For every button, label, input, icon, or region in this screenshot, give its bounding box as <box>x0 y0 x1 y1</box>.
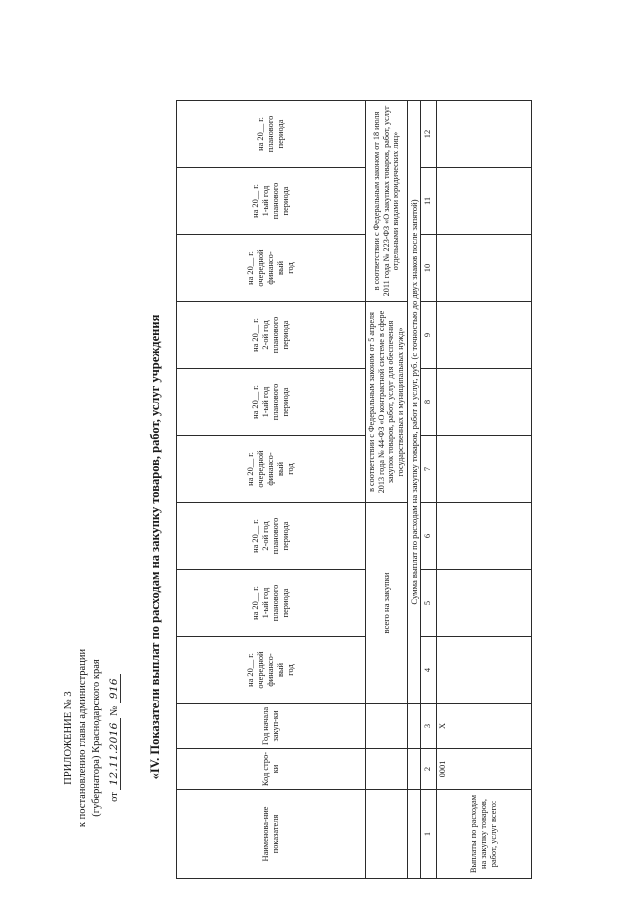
table-header-row <box>177 101 366 879</box>
header-cell-total-3: на 20__ г. 2-ой год планового периода <box>177 503 366 570</box>
table-row <box>436 101 531 879</box>
number-value: 916 <box>108 674 121 703</box>
table-sum-caption-row <box>407 101 420 879</box>
sum-blank-name <box>407 790 420 879</box>
header-cell-fz44-3: на 20__ г. 2-ой год планового периода <box>177 302 366 369</box>
colnum-2: 2 <box>420 749 436 790</box>
row-value-9 <box>436 302 531 369</box>
colnum-12: 12 <box>420 101 436 168</box>
row-value-4 <box>436 637 531 704</box>
row-value-7 <box>436 436 531 503</box>
header-line-3: (губернатора) Краснодарского края <box>91 659 103 817</box>
colnum-1: 1 <box>420 790 436 879</box>
colnum-6: 6 <box>420 503 436 570</box>
row-value-10 <box>436 235 531 302</box>
sum-blank-year <box>407 704 420 749</box>
colnum-11: 11 <box>420 168 436 235</box>
colnum-7: 7 <box>420 436 436 503</box>
row-value-8 <box>436 369 531 436</box>
row-code: 0001 <box>436 749 531 790</box>
row-value-6 <box>436 503 531 570</box>
row-name: Выплаты по расходам на закупку товаров, работ, услуг всего: <box>436 790 531 879</box>
sum-group-caption: Сумма выплат по расходам на закупку товаров, работ и услуг, руб. (с точностью до двух знаков после запятой) <box>407 101 420 704</box>
colnum-3: 3 <box>420 704 436 749</box>
page-title: «IV. Показатели выплат по расходам на закупку товаров, работ, услуг учреждения <box>148 314 162 780</box>
header-cell-total-1: на 20__ г. очередной финансо- вый год <box>177 637 366 704</box>
group-fz44: в соответствии с Федеральным законом от 5 апреля 2013 года № 44-ФЗ «О контрактной системе в сфере закупок товаров, работ, услуг для обеспечения государственных и муниципальных нужд» <box>366 302 408 503</box>
colnum-9: 9 <box>420 302 436 369</box>
group-total-purchases: всего на закупки <box>366 503 408 704</box>
row-year: X <box>436 704 531 749</box>
header-cell-fz44-2: на 20__ г. 1-ый год планового периода <box>177 369 366 436</box>
procurement-table <box>176 100 532 879</box>
header-cell-fz223-1: на 20__ г. очередной финансо- вый год <box>177 235 366 302</box>
group-blank-code <box>366 749 408 790</box>
colnum-10: 10 <box>420 235 436 302</box>
header-cell-fz223-2: на 20__ г. 1-ый год планового периода <box>177 168 366 235</box>
row-value-5 <box>436 570 531 637</box>
document-header <box>62 613 122 863</box>
group-fz223: в соответствии с Федеральным законом от 18 июля 2011 года № 223-ФЗ «О закупках товаров, работ, услуг отдельными видами юридических лиц» <box>366 101 408 302</box>
header-date-line <box>107 613 122 863</box>
number-prefix: № <box>108 705 120 716</box>
colnum-4: 4 <box>420 637 436 704</box>
header-line-2: к постановлению главы администрации <box>77 648 89 828</box>
header-cell-fz223-3: на 20__ г. планового периода <box>177 101 366 168</box>
appendix-number: ПРИЛОЖЕНИЕ № 3 <box>63 691 74 785</box>
colnum-5: 5 <box>420 570 436 637</box>
header-cell-fz44-1: на 20__ г. очередной финансо- вый год <box>177 436 366 503</box>
table-group-caption-row <box>366 101 408 879</box>
header-cell-total-2: на 20__ г. 1-ый год планового периода <box>177 570 366 637</box>
row-value-11 <box>436 168 531 235</box>
table-column-numbers-row <box>420 101 436 879</box>
header-cell-year: Год начала закуп-ки <box>177 704 366 749</box>
row-value-12 <box>436 101 531 168</box>
colnum-8: 8 <box>420 369 436 436</box>
group-blank-year <box>366 704 408 749</box>
header-cell-name: Наименова-ние показателя <box>177 790 366 879</box>
group-blank-name <box>366 790 408 879</box>
header-cell-code: Код стро-ки <box>177 749 366 790</box>
sum-blank-code <box>407 749 420 790</box>
date-value: 12.11.2016 <box>108 718 121 789</box>
date-prefix: от <box>108 792 120 802</box>
